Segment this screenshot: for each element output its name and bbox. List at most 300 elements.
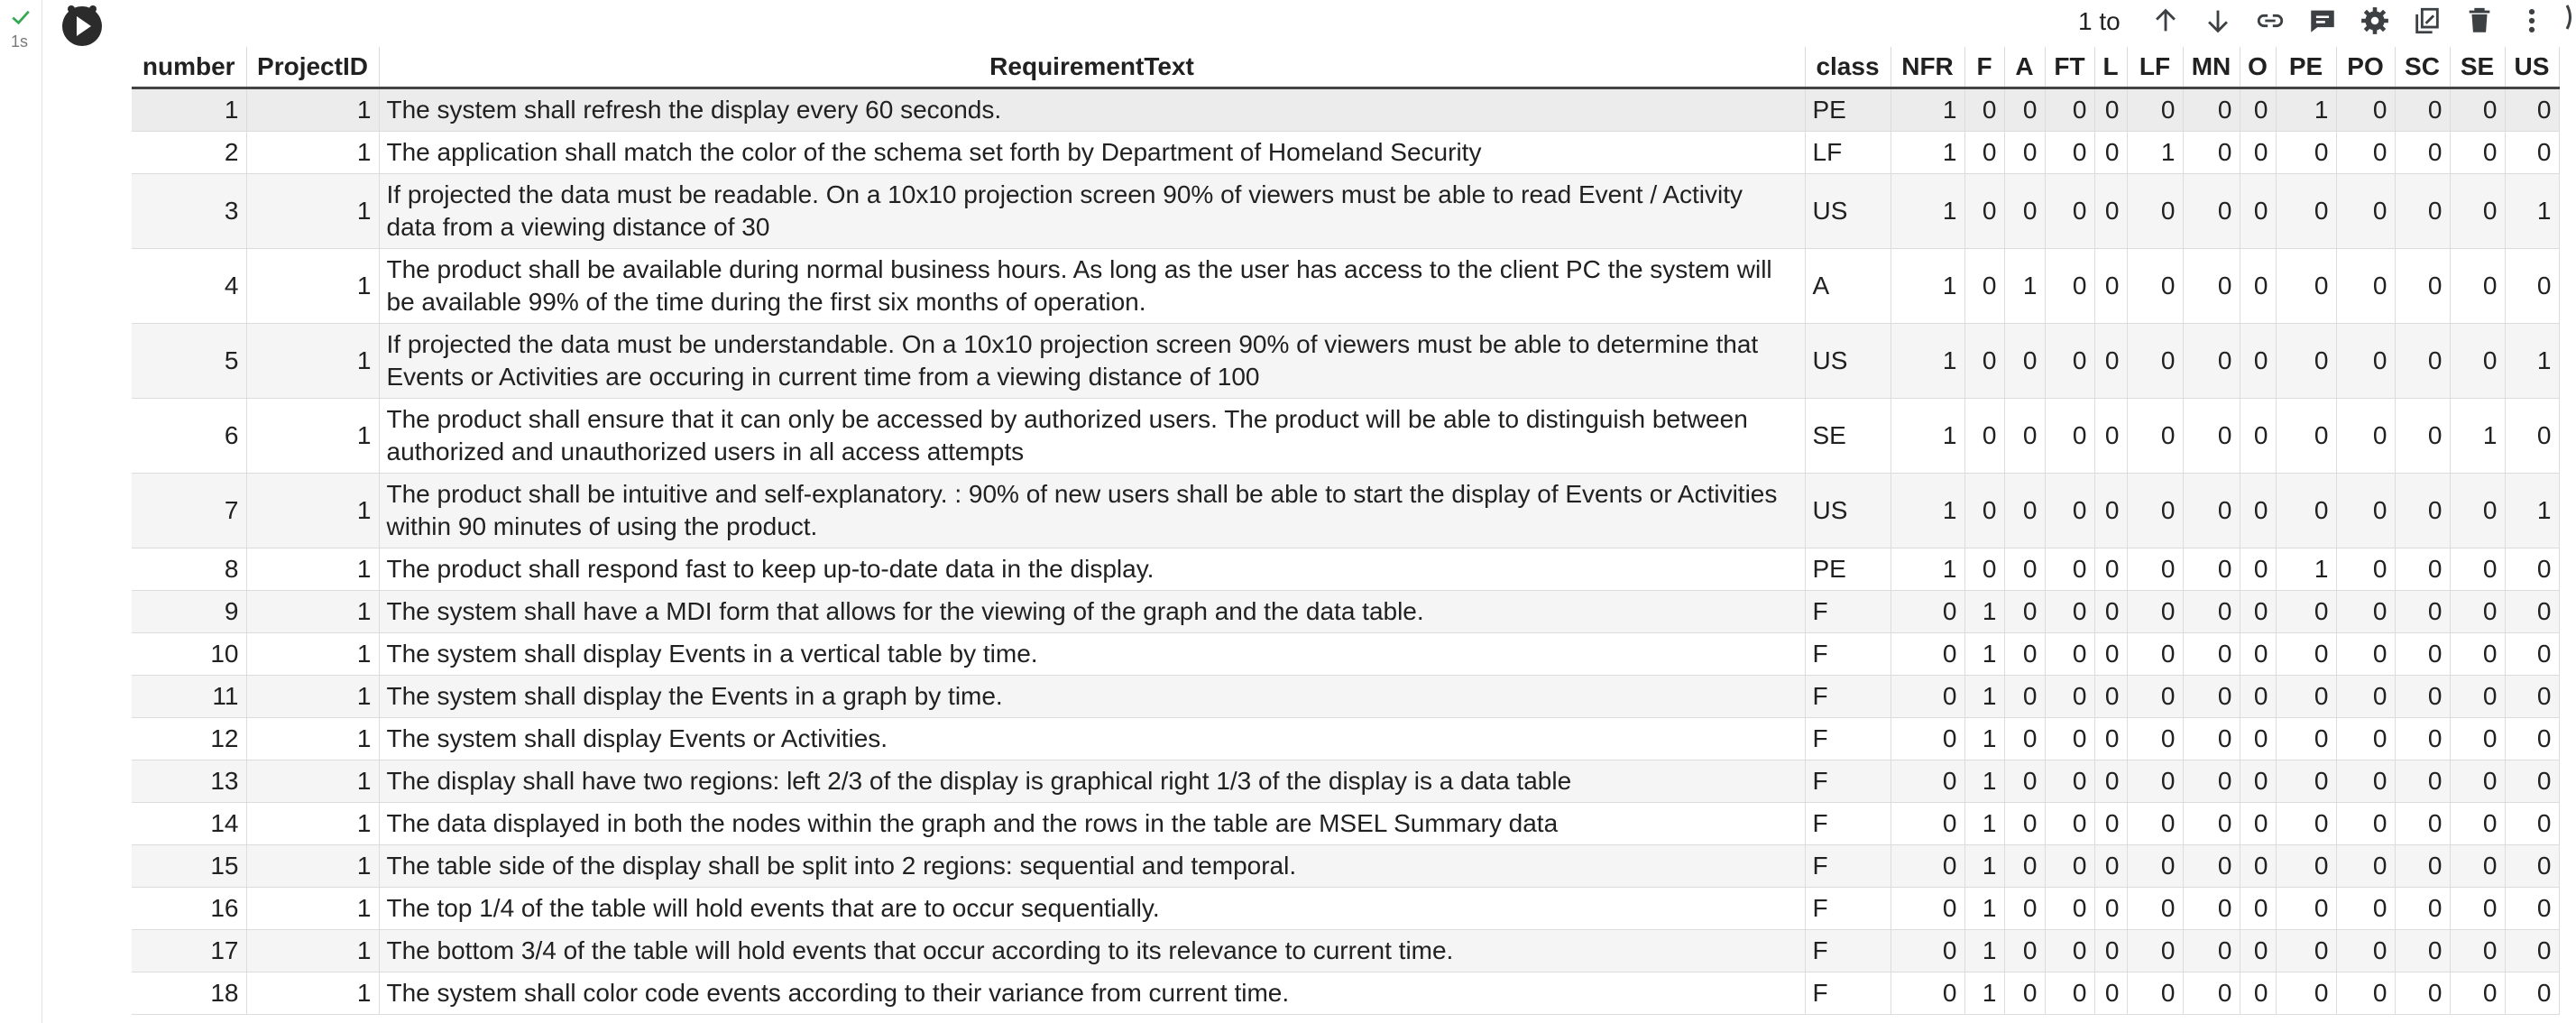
- cell-po: 0: [2336, 324, 2395, 399]
- cell-a: 0: [2004, 132, 2045, 174]
- cell-pe: 0: [2276, 174, 2336, 249]
- cell-nfr: 0: [1891, 633, 1964, 676]
- comment-icon: [2307, 5, 2338, 36]
- more-button[interactable]: [2506, 0, 2558, 41]
- column-header-o[interactable]: O: [2240, 47, 2276, 88]
- cell-nfr: 1: [1891, 324, 1964, 399]
- cell-o: 0: [2240, 930, 2276, 972]
- cell-number: 9: [132, 591, 246, 633]
- cell-number: 5: [132, 324, 246, 399]
- cell-se: 0: [2450, 930, 2505, 972]
- table-row: [132, 845, 2559, 888]
- column-header-us[interactable]: US: [2505, 47, 2559, 88]
- cell-po: 0: [2336, 972, 2395, 1015]
- cell-us: 1: [2505, 474, 2559, 548]
- cell-po: 0: [2336, 399, 2395, 474]
- cell-class: US: [1805, 174, 1891, 249]
- cell-projectid: 1: [246, 591, 379, 633]
- cell-se: 0: [2450, 548, 2505, 591]
- cell-number: 13: [132, 760, 246, 803]
- cell-lf: 0: [2127, 718, 2183, 760]
- cell-po: 0: [2336, 760, 2395, 803]
- cell-a: 0: [2004, 548, 2045, 591]
- cell-po: 0: [2336, 930, 2395, 972]
- cell-nfr: 1: [1891, 548, 1964, 591]
- cell-se: 1: [2450, 399, 2505, 474]
- cell-o: 0: [2240, 718, 2276, 760]
- cell-requirementtext: The system shall display the Events in a graph by time.: [379, 676, 1805, 718]
- cell-pe: 1: [2276, 88, 2336, 132]
- cell-us: 0: [2505, 803, 2559, 845]
- cell-sc: 0: [2395, 888, 2450, 930]
- cell-mn: 0: [2183, 760, 2240, 803]
- cell-lf: 0: [2127, 591, 2183, 633]
- cell-class: F: [1805, 803, 1891, 845]
- link-icon: [2255, 5, 2286, 36]
- cell-po: 0: [2336, 633, 2395, 676]
- cell-us: 0: [2505, 676, 2559, 718]
- cell-o: 0: [2240, 803, 2276, 845]
- cell-number: 14: [132, 803, 246, 845]
- cell-lf: 0: [2127, 760, 2183, 803]
- cell-po: 0: [2336, 474, 2395, 548]
- table-row: [132, 324, 2559, 399]
- cell-ft: 0: [2045, 174, 2094, 249]
- cell-number: 8: [132, 548, 246, 591]
- cell-l: 0: [2094, 548, 2127, 591]
- cell-l: 0: [2094, 633, 2127, 676]
- cell-mn: 0: [2183, 676, 2240, 718]
- execution-time: 1s: [11, 32, 29, 51]
- cell-sc: 0: [2395, 324, 2450, 399]
- cell-projectid: 1: [246, 132, 379, 174]
- cell-class: US: [1805, 474, 1891, 548]
- cell-se: 0: [2450, 132, 2505, 174]
- cell-lf: 0: [2127, 633, 2183, 676]
- cell-f: 0: [1964, 174, 2004, 249]
- table-row: [132, 548, 2559, 591]
- cell-po: 0: [2336, 132, 2395, 174]
- cell-ft: 0: [2045, 930, 2094, 972]
- table-row: [132, 249, 2559, 324]
- cell-requirementtext: The data displayed in both the nodes within the graph and the rows in the table are MSEL Summary data: [379, 803, 1805, 845]
- cell-f: 0: [1964, 88, 2004, 132]
- cell-po: 0: [2336, 845, 2395, 888]
- column-header-ft[interactable]: FT: [2045, 47, 2094, 88]
- cell-lf: 0: [2127, 474, 2183, 548]
- cell-nfr: 0: [1891, 591, 1964, 633]
- cell-requirementtext: The product shall be available during normal business hours. As long as the user has access to the client PC the system will be available 99% of the time during the first six months of operation.: [379, 249, 1805, 324]
- cell-nfr: 1: [1891, 399, 1964, 474]
- cell-lf: 0: [2127, 249, 2183, 324]
- table-row: [132, 591, 2559, 633]
- cell-number: 11: [132, 676, 246, 718]
- cell-o: 0: [2240, 324, 2276, 399]
- cell-a: 0: [2004, 399, 2045, 474]
- cell-l: 0: [2094, 174, 2127, 249]
- cell-lf: 0: [2127, 174, 2183, 249]
- cell-number: 6: [132, 399, 246, 474]
- cell-po: 0: [2336, 803, 2395, 845]
- cell-a: 0: [2004, 324, 2045, 399]
- cell-requirementtext: The product shall be intuitive and self-explanatory. : 90% of new users shall be able to start the display of Events or Activities within 90 minutes of using the product.: [379, 474, 1805, 548]
- column-header-mn[interactable]: MN: [2183, 47, 2240, 88]
- cell-requirementtext: The product shall ensure that it can only be accessed by authorized users. The product will be able to distinguish between authorized and unauthorized users in all access attempts: [379, 399, 1805, 474]
- cell-f: 1: [1964, 845, 2004, 888]
- column-header-l[interactable]: L: [2094, 47, 2127, 88]
- cell-mn: 0: [2183, 174, 2240, 249]
- cell-class: PE: [1805, 548, 1891, 591]
- cell-f: 1: [1964, 633, 2004, 676]
- table-row: [132, 399, 2559, 474]
- cell-l: 0: [2094, 132, 2127, 174]
- cell-us: 1: [2505, 324, 2559, 399]
- cell-l: 0: [2094, 718, 2127, 760]
- cell-us: 0: [2505, 888, 2559, 930]
- column-header-lf[interactable]: LF: [2127, 47, 2183, 88]
- cell-number: 3: [132, 174, 246, 249]
- column-header-projectid[interactable]: ProjectID: [246, 47, 379, 88]
- cell-a: 0: [2004, 718, 2045, 760]
- trash-icon: [2464, 5, 2495, 36]
- cell-number: 4: [132, 249, 246, 324]
- cell-sc: 0: [2395, 399, 2450, 474]
- cell-pe: 0: [2276, 591, 2336, 633]
- column-header-requirementtext[interactable]: RequirementText: [379, 47, 1805, 88]
- cell-se: 0: [2450, 718, 2505, 760]
- cell-sc: 0: [2395, 548, 2450, 591]
- cell-nfr: 0: [1891, 845, 1964, 888]
- cell-se: 0: [2450, 803, 2505, 845]
- cell-se: 0: [2450, 88, 2505, 132]
- cell-l: 0: [2094, 845, 2127, 888]
- cell-mn: 0: [2183, 930, 2240, 972]
- cell-f: 1: [1964, 972, 2004, 1015]
- cell-po: 0: [2336, 249, 2395, 324]
- table-body: [132, 88, 2559, 1015]
- comment-button[interactable]: [2296, 0, 2349, 41]
- cell-toolbar: [2129, 0, 2558, 41]
- cell-o: 0: [2240, 845, 2276, 888]
- cell-mn: 0: [2183, 845, 2240, 888]
- cell-pe: 1: [2276, 548, 2336, 591]
- cell-mn: 0: [2183, 249, 2240, 324]
- cell-pe: 0: [2276, 324, 2336, 399]
- cell-f: 0: [1964, 132, 2004, 174]
- cell-requirementtext: The table side of the display shall be split into 2 regions: sequential and temporal.: [379, 845, 1805, 888]
- cell-l: 0: [2094, 249, 2127, 324]
- cell-o: 0: [2240, 888, 2276, 930]
- cell-se: 0: [2450, 972, 2505, 1015]
- cell-requirementtext: The application shall match the color of the schema set forth by Department of Homeland Security: [379, 132, 1805, 174]
- cell-projectid: 1: [246, 548, 379, 591]
- cell-lf: 0: [2127, 888, 2183, 930]
- cell-projectid: 1: [246, 676, 379, 718]
- cell-pe: 0: [2276, 972, 2336, 1015]
- cell-pe: 0: [2276, 803, 2336, 845]
- cell-us: 0: [2505, 591, 2559, 633]
- cell-projectid: 1: [246, 888, 379, 930]
- cell-mn: 0: [2183, 132, 2240, 174]
- cell-number: 16: [132, 888, 246, 930]
- cell-f: 1: [1964, 760, 2004, 803]
- column-header-sc[interactable]: SC: [2395, 47, 2450, 88]
- cell-lf: 0: [2127, 845, 2183, 888]
- cell-o: 0: [2240, 633, 2276, 676]
- cell-a: 0: [2004, 888, 2045, 930]
- cell-a: 0: [2004, 845, 2045, 888]
- cell-po: 0: [2336, 548, 2395, 591]
- cell-ft: 0: [2045, 324, 2094, 399]
- table-row: [132, 132, 2559, 174]
- table-row: [132, 718, 2559, 760]
- cell-a: 0: [2004, 174, 2045, 249]
- cell-mn: 0: [2183, 633, 2240, 676]
- cell-f: 0: [1964, 548, 2004, 591]
- arrow-down-icon: [2203, 5, 2233, 36]
- cell-lf: 0: [2127, 88, 2183, 132]
- cell-lf: 0: [2127, 399, 2183, 474]
- cell-o: 0: [2240, 399, 2276, 474]
- gear-icon: [2360, 5, 2390, 36]
- cell-pe: 0: [2276, 132, 2336, 174]
- cell-l: 0: [2094, 88, 2127, 132]
- cell-number: 1: [132, 88, 246, 132]
- cell-class: F: [1805, 676, 1891, 718]
- cell-ft: 0: [2045, 676, 2094, 718]
- cell-l: 0: [2094, 676, 2127, 718]
- cell-edge-icon: [2565, 2, 2574, 32]
- cell-sc: 0: [2395, 633, 2450, 676]
- cell-mn: 0: [2183, 718, 2240, 760]
- cell-requirementtext: The bottom 3/4 of the table will hold events that occur according to its relevance to current time.: [379, 930, 1805, 972]
- cell-f: 0: [1964, 249, 2004, 324]
- cell-mn: 0: [2183, 88, 2240, 132]
- cell-lf: 1: [2127, 132, 2183, 174]
- cell-us: 0: [2505, 633, 2559, 676]
- cell-class: LF: [1805, 132, 1891, 174]
- cell-sc: 0: [2395, 474, 2450, 548]
- cell-po: 0: [2336, 591, 2395, 633]
- cell-us: 0: [2505, 718, 2559, 760]
- column-header-nfr[interactable]: NFR: [1891, 47, 1964, 88]
- cell-nfr: 1: [1891, 132, 1964, 174]
- cell-nfr: 0: [1891, 676, 1964, 718]
- cell-class: US: [1805, 324, 1891, 399]
- cell-us: 0: [2505, 249, 2559, 324]
- cell-pe: 0: [2276, 399, 2336, 474]
- cell-mn: 0: [2183, 972, 2240, 1015]
- cell-lf: 0: [2127, 548, 2183, 591]
- check-icon: [5, 4, 36, 31]
- cell-us: 0: [2505, 972, 2559, 1015]
- cell-class: SE: [1805, 399, 1891, 474]
- cell-l: 0: [2094, 803, 2127, 845]
- cell-nfr: 0: [1891, 930, 1964, 972]
- cell-po: 0: [2336, 888, 2395, 930]
- cell-ft: 0: [2045, 803, 2094, 845]
- row-range-text: 1 to: [2078, 7, 2121, 35]
- cell-a: 0: [2004, 676, 2045, 718]
- cell-number: 2: [132, 132, 246, 174]
- cell-number: 10: [132, 633, 246, 676]
- move-up-button[interactable]: [2139, 0, 2192, 41]
- table-header-row: [132, 47, 2559, 88]
- mirror-cell-button[interactable]: [2401, 0, 2453, 41]
- cell-nfr: 0: [1891, 760, 1964, 803]
- cell-o: 0: [2240, 591, 2276, 633]
- cell-sc: 0: [2395, 174, 2450, 249]
- cell-sc: 0: [2395, 803, 2450, 845]
- cell-se: 0: [2450, 174, 2505, 249]
- cell-mn: 0: [2183, 324, 2240, 399]
- cell-requirementtext: The system shall refresh the display every 60 seconds.: [379, 88, 1805, 132]
- cell-class: F: [1805, 888, 1891, 930]
- play-circle-icon[interactable]: [60, 2, 105, 47]
- cell-o: 0: [2240, 132, 2276, 174]
- cell-ft: 0: [2045, 474, 2094, 548]
- delete-button[interactable]: [2453, 0, 2506, 41]
- cell-sc: 0: [2395, 88, 2450, 132]
- cell-ft: 0: [2045, 591, 2094, 633]
- cell-us: 0: [2505, 132, 2559, 174]
- cell-requirementtext: The system shall display Events or Activities.: [379, 718, 1805, 760]
- column-header-a[interactable]: A: [2004, 47, 2045, 88]
- cell-sc: 0: [2395, 930, 2450, 972]
- cell-pe: 0: [2276, 676, 2336, 718]
- cell-lf: 0: [2127, 676, 2183, 718]
- cell-requirementtext: The display shall have two regions: left 2/3 of the display is graphical right 1/3 of the display is a data table: [379, 760, 1805, 803]
- cell-pe: 0: [2276, 474, 2336, 548]
- cell-us: 0: [2505, 760, 2559, 803]
- cell-o: 0: [2240, 249, 2276, 324]
- cell-projectid: 1: [246, 474, 379, 548]
- cell-gutter: [0, 0, 42, 1023]
- column-header-class[interactable]: class: [1805, 47, 1891, 88]
- cell-pe: 0: [2276, 249, 2336, 324]
- cell-requirementtext: The product shall respond fast to keep up-to-date data in the display.: [379, 548, 1805, 591]
- cell-se: 0: [2450, 324, 2505, 399]
- cell-class: PE: [1805, 88, 1891, 132]
- cell-sc: 0: [2395, 249, 2450, 324]
- settings-button[interactable]: [2349, 0, 2401, 41]
- cell-nfr: 1: [1891, 249, 1964, 324]
- cell-po: 0: [2336, 676, 2395, 718]
- cell-sc: 0: [2395, 760, 2450, 803]
- cell-a: 0: [2004, 930, 2045, 972]
- cell-mn: 0: [2183, 803, 2240, 845]
- move-down-button[interactable]: [2192, 0, 2244, 41]
- cell-class: A: [1805, 249, 1891, 324]
- cell-projectid: 1: [246, 760, 379, 803]
- cell-se: 0: [2450, 888, 2505, 930]
- cell-l: 0: [2094, 324, 2127, 399]
- cell-ft: 0: [2045, 888, 2094, 930]
- cell-pe: 0: [2276, 845, 2336, 888]
- table-row: [132, 88, 2559, 132]
- cell-nfr: 1: [1891, 474, 1964, 548]
- cell-number: 7: [132, 474, 246, 548]
- cell-f: 0: [1964, 324, 2004, 399]
- cell-a: 0: [2004, 474, 2045, 548]
- cell-se: 0: [2450, 249, 2505, 324]
- dataframe-table: [132, 47, 2560, 1015]
- cell-projectid: 1: [246, 972, 379, 1015]
- cell-ft: 0: [2045, 399, 2094, 474]
- cell-projectid: 1: [246, 174, 379, 249]
- link-button[interactable]: [2244, 0, 2296, 41]
- cell-class: F: [1805, 930, 1891, 972]
- column-header-pe[interactable]: PE: [2276, 47, 2336, 88]
- cell-o: 0: [2240, 760, 2276, 803]
- cell-o: 0: [2240, 548, 2276, 591]
- cell-requirementtext: The top 1/4 of the table will hold events that are to occur sequentially.: [379, 888, 1805, 930]
- cell-us: 1: [2505, 174, 2559, 249]
- cell-se: 0: [2450, 760, 2505, 803]
- cell-lf: 0: [2127, 324, 2183, 399]
- cell-requirementtext: If projected the data must be understandable. On a 10x10 projection screen 90% of viewers must be able to determine that Events or Activities are occuring in current time from a viewing distance of 100: [379, 324, 1805, 399]
- column-header-number[interactable]: number: [132, 47, 246, 88]
- table-row: [132, 888, 2559, 930]
- cell-projectid: 1: [246, 930, 379, 972]
- table-row: [132, 676, 2559, 718]
- cell-ft: 0: [2045, 718, 2094, 760]
- cell-number: 18: [132, 972, 246, 1015]
- cell-projectid: 1: [246, 399, 379, 474]
- cell-projectid: 1: [246, 249, 379, 324]
- cell-projectid: 1: [246, 324, 379, 399]
- cell-sc: 0: [2395, 676, 2450, 718]
- cell-nfr: 1: [1891, 88, 1964, 132]
- column-header-po[interactable]: PO: [2336, 47, 2395, 88]
- table-row: [132, 972, 2559, 1015]
- arrow-up-icon: [2150, 5, 2181, 36]
- cell-sc: 0: [2395, 845, 2450, 888]
- cell-l: 0: [2094, 972, 2127, 1015]
- cell-us: 0: [2505, 845, 2559, 888]
- cell-projectid: 1: [246, 88, 379, 132]
- cell-projectid: 1: [246, 803, 379, 845]
- table-row: [132, 474, 2559, 548]
- cell-l: 0: [2094, 930, 2127, 972]
- column-header-se[interactable]: SE: [2450, 47, 2505, 88]
- cell-o: 0: [2240, 174, 2276, 249]
- cell-projectid: 1: [246, 633, 379, 676]
- cell-pe: 0: [2276, 888, 2336, 930]
- cell-requirementtext: The system shall color code events according to their variance from current time.: [379, 972, 1805, 1015]
- cell-a: 0: [2004, 88, 2045, 132]
- cell-projectid: 1: [246, 718, 379, 760]
- cell-f: 1: [1964, 718, 2004, 760]
- column-header-f[interactable]: F: [1964, 47, 2004, 88]
- cell-o: 0: [2240, 972, 2276, 1015]
- cell-ft: 0: [2045, 633, 2094, 676]
- cell-us: 0: [2505, 930, 2559, 972]
- cell-po: 0: [2336, 174, 2395, 249]
- cell-l: 0: [2094, 888, 2127, 930]
- cell-class: F: [1805, 845, 1891, 888]
- cell-se: 0: [2450, 474, 2505, 548]
- cell-f: 1: [1964, 676, 2004, 718]
- cell-se: 0: [2450, 591, 2505, 633]
- table-row: [132, 174, 2559, 249]
- cell-number: 15: [132, 845, 246, 888]
- cell-a: 0: [2004, 972, 2045, 1015]
- cell-mn: 0: [2183, 474, 2240, 548]
- cell-pe: 0: [2276, 633, 2336, 676]
- cell-lf: 0: [2127, 803, 2183, 845]
- cell-ft: 0: [2045, 972, 2094, 1015]
